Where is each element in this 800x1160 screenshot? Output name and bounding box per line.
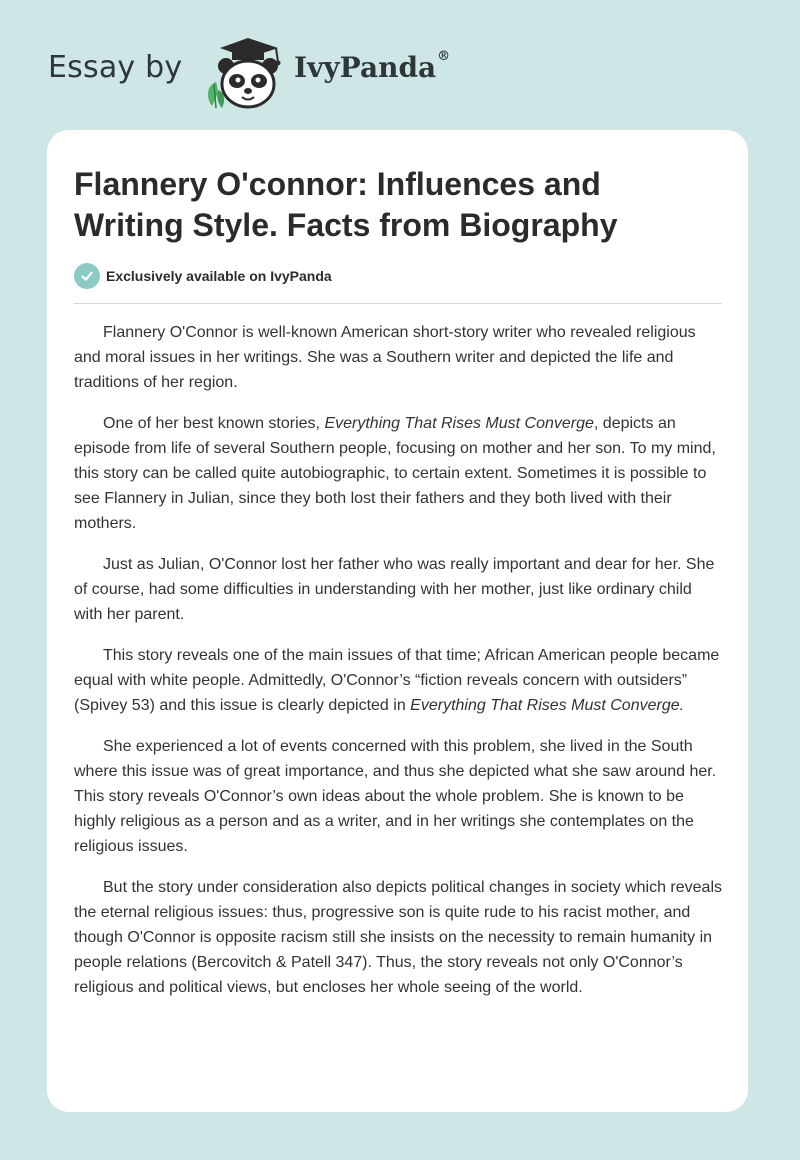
essay-card (47, 130, 748, 1112)
essay-by-label: Essay by (48, 50, 183, 85)
paragraph: Flannery O'Connor is well-known American short-story writer who revealed religious and moral issues in her writings. She was a Southern writer and depicted the life and traditions of her region. (74, 324, 696, 391)
paragraph: One of her best known stories, Everything That Rises Must Converge, depicts an episode from life of several Southern people, focusing on mother and her son. To my mind, this story can be called quite autobiographic, to certain extent. Sometimes it is possible to see Flannery in Julian, since they both lost their fathers and they both lived with their mothers. (74, 415, 716, 532)
story-title: Everything That Rises Must Converge. (410, 697, 685, 714)
exclusive-label: Exclusively available on IvyPanda (106, 268, 332, 284)
check-circle-icon (74, 263, 100, 289)
registered-mark: ® (437, 49, 451, 64)
story-title: Everything That Rises Must Converge (324, 415, 594, 432)
divider (74, 303, 722, 304)
panda-graduate-logo-icon[interactable] (202, 34, 292, 110)
site-header (48, 34, 508, 110)
exclusive-badge (74, 262, 332, 290)
paragraph: Just as Julian, O'Connor lost her father who was really important and dear for her. She of course, had some difficulties in understanding with her mother, just like ordinary child with her parent. (74, 556, 715, 623)
page-title: Flannery O'connor: Influences and Writing Style. Facts from Biography (74, 166, 618, 243)
paragraph: But the story under consideration also depicts political changes in society which reveals the eternal religious issues: thus, progressive son is quite rude to his racist mother, and though O'Connor is opposite racism still she insists on the necessity to remain humanity in people relations (Bercovitch & Patell 347). Thus, the story reveals not only O'Connor’s religious and political views, but encloses her whole seeing of the world. (74, 879, 722, 996)
paragraph: This story reveals one of the main issues of that time; African American people became equal with white people. Admittedly, O'Connor’s “fiction reveals concern with outsiders” (Spivey 53) and this issue is clearly depicted in Everything That Rises Must Converge. (74, 647, 720, 714)
paragraph: She experienced a lot of events concerned with this problem, she lived in the South where this issue was of great importance, and thus she depicted what she saw around her. This story reveals O'Connor’s own ideas about the whole problem. She is known to be highly religious as a person and as a writer, and in her writings she contemplates on the religious issues. (74, 738, 717, 855)
essay-body (74, 320, 724, 1016)
brand-name[interactable]: IvyPanda® (294, 49, 451, 84)
